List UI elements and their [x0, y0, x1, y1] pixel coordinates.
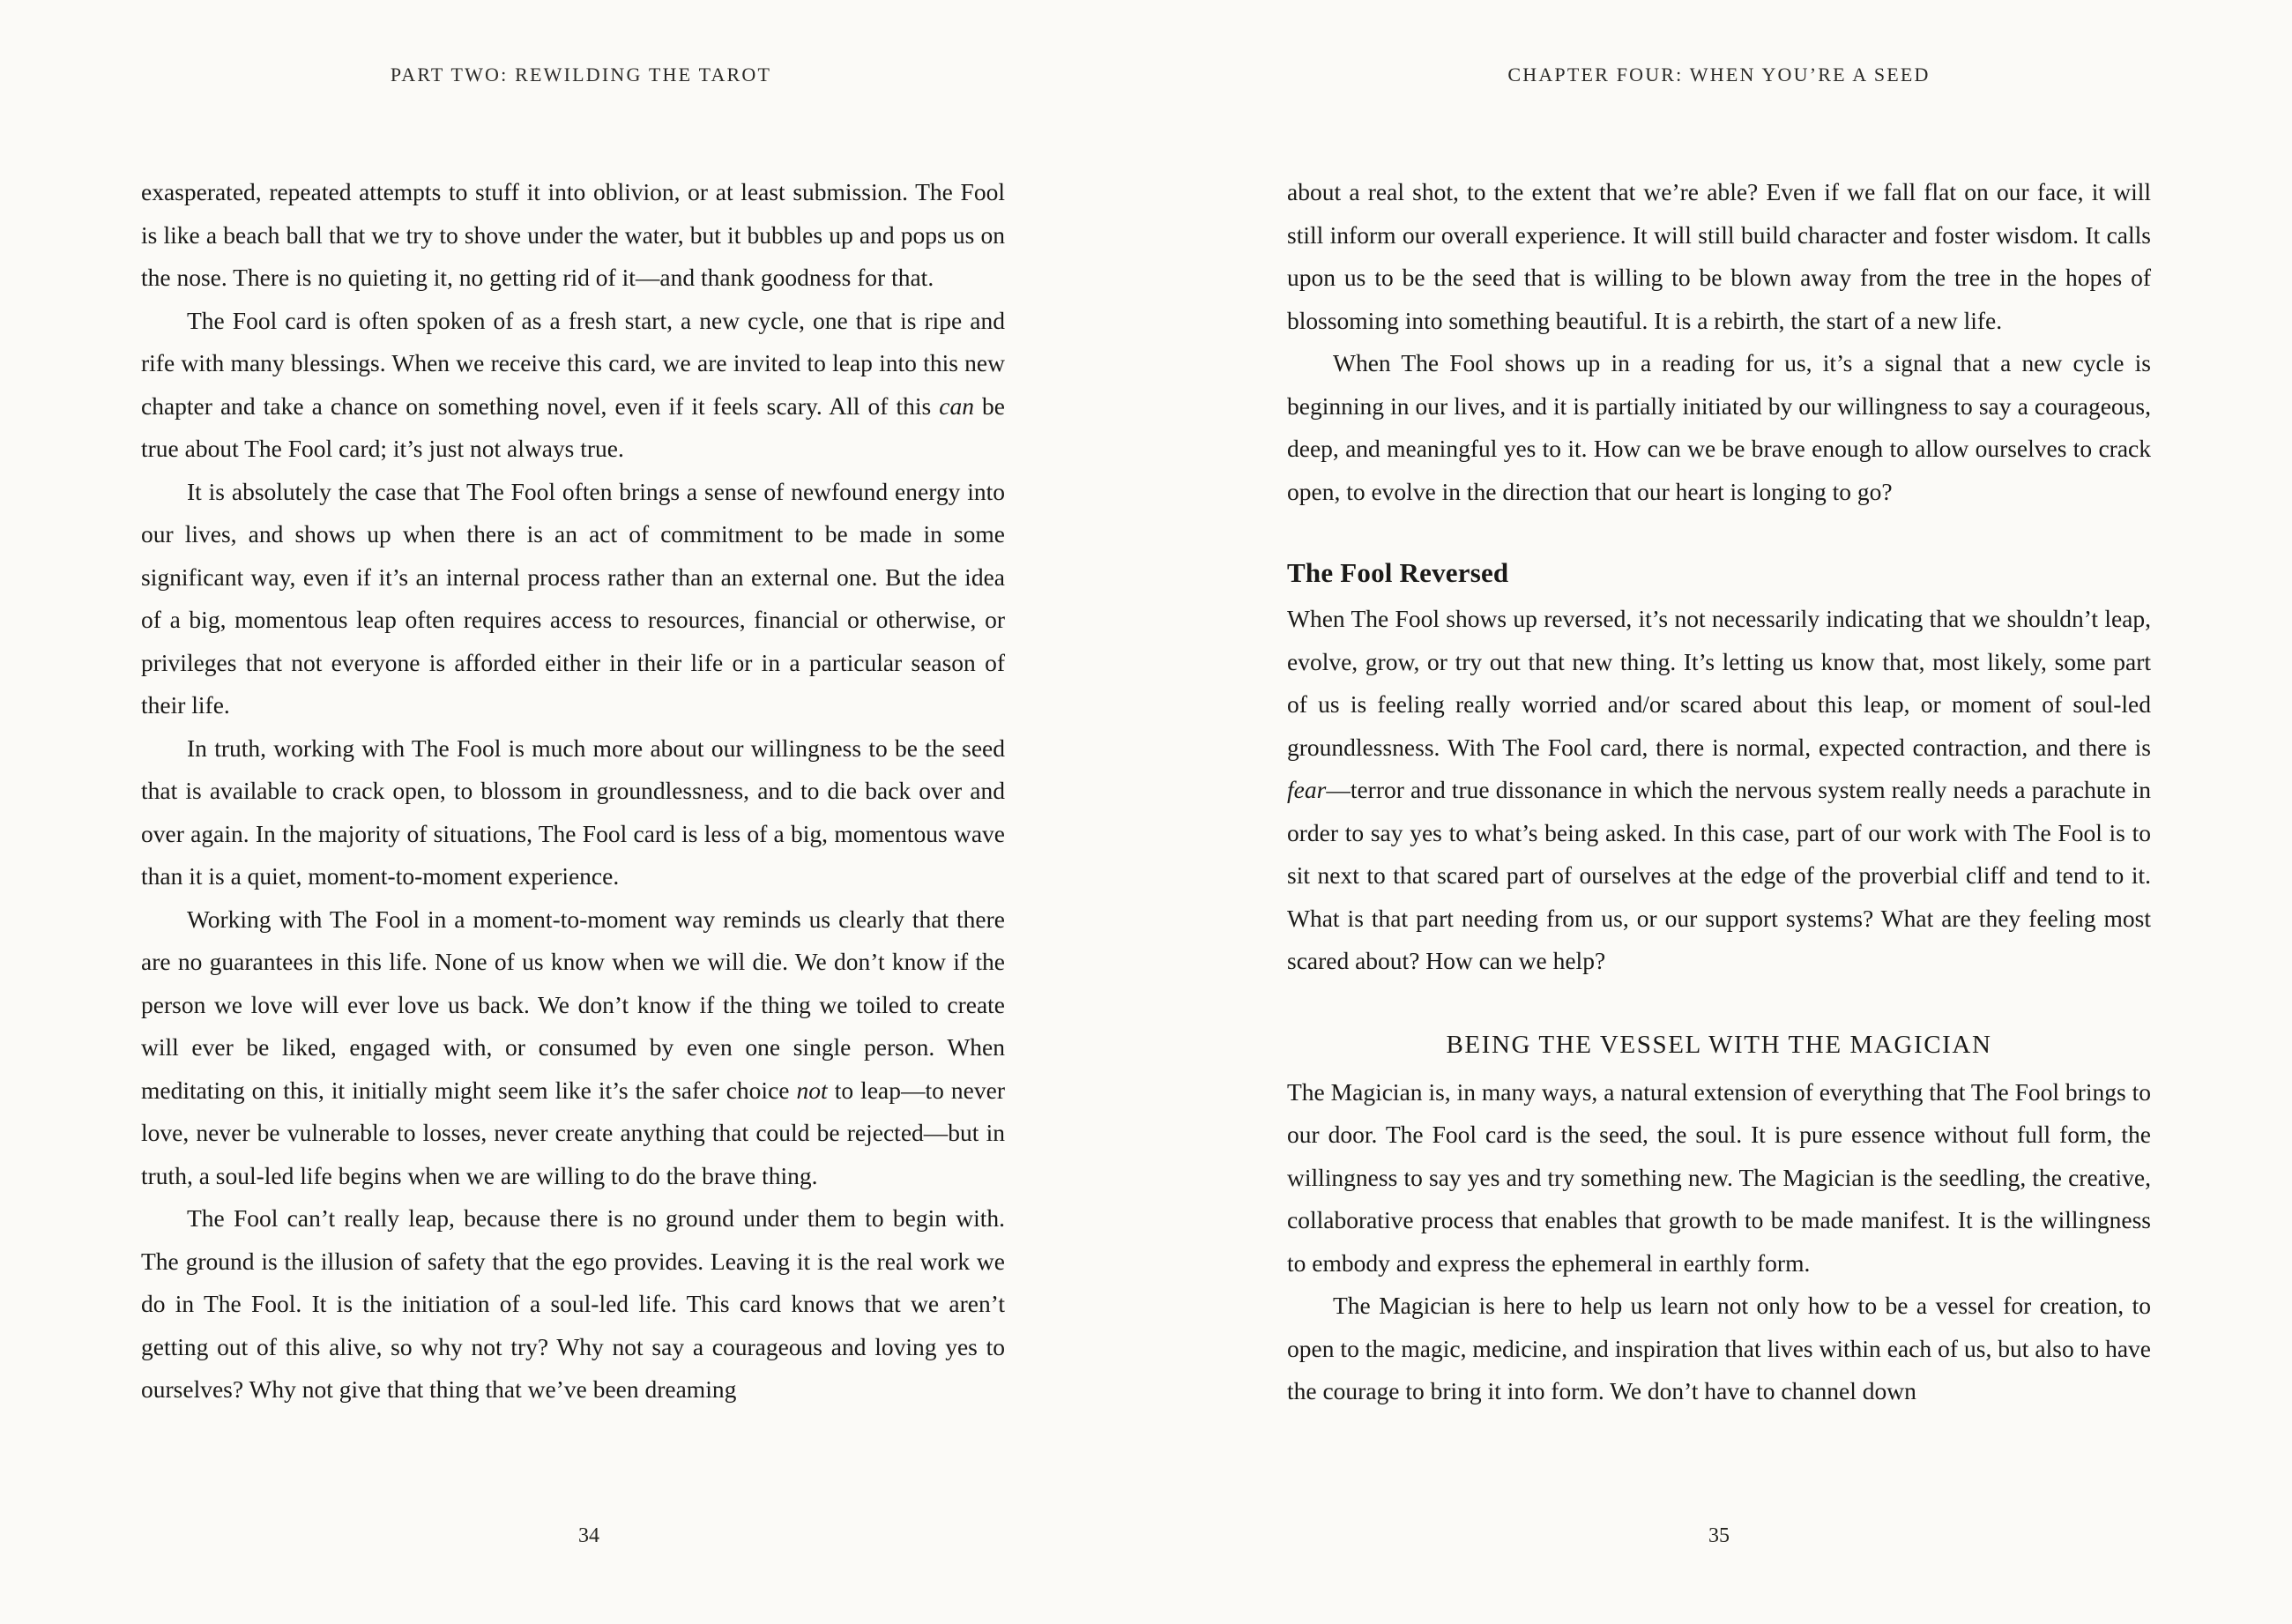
paragraph: The Magician is here to help us learn not only how to be a vessel for creation, to open to the magic, medicine, and inspiration that lives within each of us, but also to have the courage to bring it into form. We don’t have to channel down — [1287, 1292, 2151, 1404]
left-running-head: PART TWO: REWILDING THE TAROT — [390, 63, 772, 86]
paragraph: about a real shot, to the extent that we’re able? Even if we fall flat on our face, it will still inform our overall experience. It will still build character and foster wisdom. It calls upon us to be the seed that is willing to be blown away from the tree in the hopes of blossoming into something beautiful. It is a rebirth, the start of a new life. — [1287, 178, 2151, 334]
section-heading: BEING THE VESSEL WITH THE MAGICIAN — [1446, 1030, 1992, 1059]
right-body-column — [1287, 171, 2151, 1413]
paragraph: The Fool can’t really leap, because there is no ground under them to begin with. The ground is the illusion of safety that the ego provides. Leaving it is the real work we do in The Fool. It is the initiation of a soul-led life. This card knows that we aren’t getting out of this alive, so why not try? Why not say a courageous and loving yes to ourselves? Why not give that thing that we’ve been dreaming — [141, 1204, 1005, 1403]
paragraph: When The Fool shows up in a reading for us, it’s a signal that a new cycle is beginning in our lives, and it is partially initiated by our willingness to say a courageous, deep, and meaningful yes to it. How can we be brave enough to allow ourselves to crack open, to evolve in the direction that our heart is longing to go? — [1287, 349, 2151, 505]
paragraph: exasperated, repeated attempts to stuff it into oblivion, or at least submission. The Fool is like a beach ball that we try to shove under the water, but it bubbles up and pops us on the nose. There is no quieting it, no getting rid of it—and thank goodness for that. — [141, 178, 1005, 291]
right-running-head: CHAPTER FOUR: WHEN YOU’RE A SEED — [1507, 63, 1931, 86]
left-body-column — [141, 171, 1005, 1412]
right-page-number: 35 — [1708, 1524, 1730, 1547]
left-page-number: 34 — [578, 1524, 599, 1547]
paragraph: When The Fool shows up reversed, it’s not necessarily indicating that we shouldn’t leap, evolve, grow, or try out that new thing. It’s letting us know that, most likely, some part of us is feeling really worried and/or scared about this leap, or moment of soul-led groundlessness. With The Fool card, there is normal, expected contraction, and there is fear—terror and true dissonance in which the nervous system really needs a parachute in order to say yes to what’s being asked. In this case, part of our work with The Fool is to sit next to that scared part of ourselves at the edge of the proverbial cliff and tend to it. What is that part needing from us, or our support systems? What are they feeling most scared about? How can we help? — [1287, 605, 2151, 974]
right-page — [1146, 0, 2292, 1624]
paragraph: In truth, working with The Fool is much more about our willingness to be the seed that is available to crack open, to blossom in groundlessness, and to die back over and over again. In the majority of situations, The Fool card is less of a big, momentous wave than it is a quiet, moment-to-moment experience. — [141, 734, 1005, 890]
paragraph: Working with The Fool in a moment-to-moment way reminds us clearly that there are no guarantees in this life. None of us know when we will die. We don’t know if the person we love will ever love us back. We don’t know if the thing we toiled to create will ever be liked, engaged with, or consumed by even one single person. When meditating on this, it initially might seem like it’s the safer choice not to leap—to never love, never be vulnerable to losses, never create anything that could be rejected—but in truth, a soul-led life begins when we are willing to do the brave thing. — [141, 905, 1005, 1189]
paragraph: The Magician is, in many ways, a natural extension of everything that The Fool brings to our door. The Fool card is the seed, the soul. It is pure essence without full form, the willingness to say yes and try something new. The Magician is the seedling, the creative, collaborative process that enables that growth to be made manifest. It is the willingness to embody and express the ephemeral in earthly form. — [1287, 1077, 2151, 1277]
paragraph: The Fool card is often spoken of as a fresh start, a new cycle, one that is ripe and rife with many blessings. When we receive this card, we are invited to leap into this new chapter and take a chance on something novel, even if it feels scary. All of this can be true about The Fool card; it’s just not always true. — [141, 306, 1005, 462]
subsection-heading: The Fool Reversed — [1287, 557, 1509, 588]
paragraph: It is absolutely the case that The Fool often brings a sense of newfound energy into our lives, and shows up when there is an act of commitment to be made in some significant way, even if it’s an internal process rather than an external one. But the idea of a big, momentous leap often requires access to resources, financial or otherwise, or privileges that not everyone is afforded either in their life or in a particular season of their life. — [141, 477, 1005, 719]
